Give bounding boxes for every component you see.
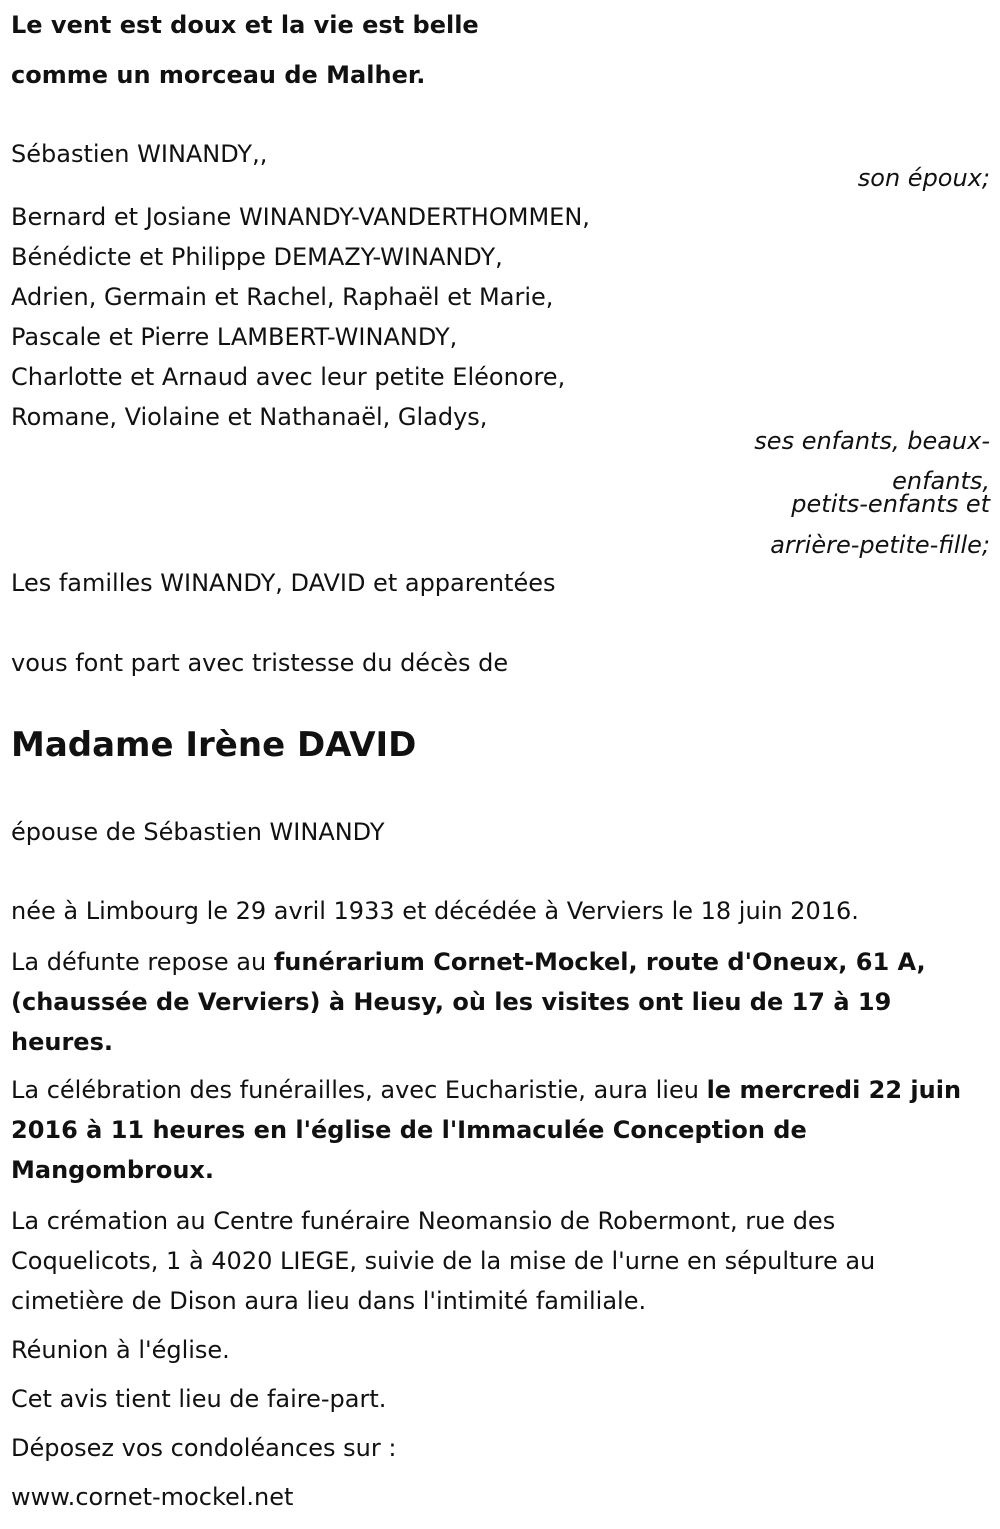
visitation-details: funérarium Cornet-Mockel, route d'Oneux, 61 A, (chaussée de Verviers) à Heusy, où les visites ont lieu de 17 à 19 heures. xyxy=(11,948,926,1056)
children-relation-line: petits-enfants et xyxy=(791,490,990,518)
funeral-paragraph xyxy=(11,1070,986,1190)
condolences-url[interactable] xyxy=(11,1482,293,1512)
birth-death: née à Limbourg le 29 avril 1933 et décédée à Verviers le 18 juin 2016. xyxy=(11,897,859,925)
children-line: Charlotte et Arnaud avec leur petite Eléonore, xyxy=(11,363,566,391)
spouse-name: Sébastien WINANDY,, xyxy=(11,140,268,168)
funeral-intro: La célébration des funérailles, avec Eucharistie, aura lieu xyxy=(11,1076,707,1104)
notice: Cet avis tient lieu de faire-part. xyxy=(11,1385,387,1413)
condolences-link[interactable]: www.cornet-mockel.net xyxy=(11,1483,294,1511)
families: Les familles WINANDY, DAVID et apparentées xyxy=(11,569,556,597)
deceased-name: Madame Irène DAVID xyxy=(11,725,417,765)
funeral-details: le mercredi 22 juin 2016 à 11 heures en l'église de l'Immaculée Conception de Mangombroux. xyxy=(11,1076,962,1184)
condolences-label: Déposez vos condoléances sur : xyxy=(11,1434,397,1462)
epigraph-line-2: comme un morceau de Malher. xyxy=(11,61,426,89)
children-line: Bénédicte et Philippe DEMAZY-WINANDY, xyxy=(11,243,503,271)
children-line: Pascale et Pierre LAMBERT-WINANDY, xyxy=(11,323,458,351)
children-line: Bernard et Josiane WINANDY-VANDERTHOMMEN, xyxy=(11,203,590,231)
children-relation-line: ses enfants, beaux- xyxy=(754,427,990,455)
children-relation-line: enfants, xyxy=(892,467,990,495)
children-line: Romane, Violaine et Nathanaël, Gladys, xyxy=(11,403,488,431)
meeting: Réunion à l'église. xyxy=(11,1336,230,1364)
children-relation-line: arrière-petite-fille; xyxy=(770,531,990,559)
deceased-spouse: épouse de Sébastien WINANDY xyxy=(11,818,385,846)
announcement: vous font part avec tristesse du décès de xyxy=(11,649,509,677)
visitation-paragraph xyxy=(11,942,986,1062)
cremation-paragraph: La crémation au Centre funéraire Neomansio de Robermont, rue des Coquelicots, 1 à 4020 LIEGE, suivie de la mise de l'urne en sépulture au cimetière de Dison aura lieu dans l'intimité familiale. xyxy=(11,1207,876,1315)
children-line: Adrien, Germain et Rachel, Raphaël et Marie, xyxy=(11,283,554,311)
epigraph-line-1: Le vent est doux et la vie est belle xyxy=(11,11,479,39)
visitation-intro: La défunte repose au xyxy=(11,948,274,976)
spouse-relation: son époux; xyxy=(857,164,990,192)
